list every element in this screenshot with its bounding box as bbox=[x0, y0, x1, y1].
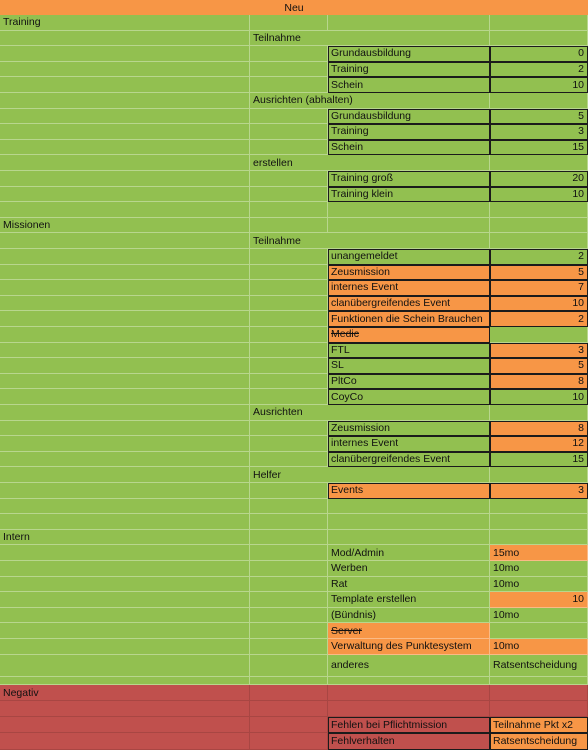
item-label[interactable]: Grundausbildung bbox=[328, 46, 490, 62]
table-row bbox=[0, 311, 588, 327]
item-label[interactable]: Medic bbox=[328, 327, 490, 343]
table-row bbox=[0, 62, 588, 78]
item-value[interactable]: 7 bbox=[490, 280, 588, 296]
item-label[interactable]: Events bbox=[328, 483, 490, 499]
item-label[interactable]: CoyCo bbox=[328, 389, 490, 405]
item-label[interactable]: Grundausbildung bbox=[328, 109, 490, 125]
item-value[interactable]: 3 bbox=[490, 124, 588, 140]
table-row bbox=[0, 343, 588, 359]
item-value[interactable]: 2 bbox=[490, 249, 588, 265]
table-row bbox=[0, 421, 588, 437]
item-label[interactable]: Werben bbox=[328, 561, 490, 577]
item-value[interactable]: 10mo bbox=[490, 561, 588, 577]
group-row bbox=[0, 155, 588, 171]
item-value[interactable]: 20 bbox=[490, 171, 588, 187]
item-label[interactable]: Zeusmission bbox=[328, 265, 490, 281]
empty-row bbox=[0, 499, 588, 515]
table-row bbox=[0, 561, 588, 577]
table-row bbox=[0, 639, 588, 655]
item-value[interactable]: Ratsentscheidung bbox=[490, 655, 588, 677]
empty-row bbox=[0, 677, 588, 685]
item-value[interactable] bbox=[490, 327, 588, 343]
item-value[interactable] bbox=[490, 623, 588, 639]
item-value[interactable]: Teilnahme Pkt x2 bbox=[490, 717, 588, 733]
table-row bbox=[0, 577, 588, 593]
table-row bbox=[0, 280, 588, 296]
item-label[interactable]: clanübergreifendes Event bbox=[328, 296, 490, 312]
group-label[interactable]: Ausrichten bbox=[250, 405, 490, 421]
empty-row bbox=[0, 514, 588, 530]
item-label[interactable]: Rat bbox=[328, 577, 490, 593]
item-value[interactable]: 5 bbox=[490, 358, 588, 374]
table-row bbox=[0, 733, 588, 750]
item-value[interactable]: 5 bbox=[490, 109, 588, 125]
table-row bbox=[0, 46, 588, 62]
item-value[interactable]: 10 bbox=[490, 187, 588, 203]
item-label[interactable]: Funktionen die Schein Brauchen bbox=[328, 311, 490, 327]
empty-row bbox=[0, 202, 588, 218]
table-row bbox=[0, 592, 588, 608]
item-value[interactable]: 10 bbox=[490, 389, 588, 405]
item-label[interactable]: Fehlen bei Pflichtmission bbox=[328, 717, 490, 733]
table-row bbox=[0, 623, 588, 639]
table-row bbox=[0, 171, 588, 187]
group-label[interactable]: Teilnahme bbox=[250, 233, 490, 249]
table-row bbox=[0, 452, 588, 468]
table-row bbox=[0, 358, 588, 374]
item-label[interactable]: Training klein bbox=[328, 187, 490, 203]
section-title[interactable]: Negativ bbox=[0, 685, 250, 701]
group-label[interactable]: Helfer bbox=[250, 467, 490, 483]
table-row bbox=[0, 374, 588, 390]
item-label[interactable]: SL bbox=[328, 358, 490, 374]
section-title[interactable]: Training bbox=[0, 15, 250, 31]
item-label[interactable]: Training groß bbox=[328, 171, 490, 187]
item-label[interactable]: FTL bbox=[328, 343, 490, 359]
header-row bbox=[0, 0, 588, 16]
item-label[interactable]: Zeusmission bbox=[328, 421, 490, 437]
item-value[interactable]: 8 bbox=[490, 421, 588, 437]
item-label[interactable]: Fehlverhalten bbox=[328, 733, 490, 750]
group-row bbox=[0, 31, 588, 47]
item-label[interactable]: (Bündnis) bbox=[328, 608, 490, 624]
group-row bbox=[0, 467, 588, 483]
item-value[interactable]: 10mo bbox=[490, 608, 588, 624]
item-value[interactable]: 10 bbox=[490, 77, 588, 93]
empty-row bbox=[0, 701, 588, 717]
item-value[interactable]: 15 bbox=[490, 140, 588, 156]
table-row bbox=[0, 140, 588, 156]
section-row-negativ bbox=[0, 685, 588, 701]
table-row bbox=[0, 296, 588, 312]
item-value[interactable]: 15mo bbox=[490, 545, 588, 561]
table-row bbox=[0, 249, 588, 265]
table-row bbox=[0, 77, 588, 93]
table-row bbox=[0, 124, 588, 140]
item-value[interactable]: 10 bbox=[490, 296, 588, 312]
item-label[interactable]: Schein bbox=[328, 77, 490, 93]
item-label[interactable]: clanübergreifendes Event bbox=[328, 452, 490, 468]
table-row bbox=[0, 608, 588, 624]
item-value[interactable]: 15 bbox=[490, 452, 588, 468]
item-label[interactable]: Training bbox=[328, 62, 490, 78]
table-row bbox=[0, 389, 588, 405]
item-label[interactable]: Schein bbox=[328, 140, 490, 156]
item-value[interactable]: 10 bbox=[490, 592, 588, 608]
table-row bbox=[0, 187, 588, 203]
item-value[interactable]: 8 bbox=[490, 374, 588, 390]
item-label[interactable]: anderes bbox=[328, 655, 490, 677]
section-row-training bbox=[0, 15, 588, 31]
item-value[interactable]: 3 bbox=[490, 483, 588, 499]
table-row bbox=[0, 717, 588, 733]
group-row bbox=[0, 233, 588, 249]
item-value[interactable]: 2 bbox=[490, 62, 588, 78]
item-label[interactable]: unangemeldet bbox=[328, 249, 490, 265]
group-label[interactable]: Ausrichten (abhalten) bbox=[250, 93, 490, 109]
item-value[interactable]: 3 bbox=[490, 343, 588, 359]
item-value[interactable]: 0 bbox=[490, 46, 588, 62]
section-row-intern bbox=[0, 530, 588, 546]
item-value[interactable]: 12 bbox=[490, 436, 588, 452]
section-title[interactable]: Intern bbox=[0, 530, 250, 546]
item-value[interactable]: 10mo bbox=[490, 577, 588, 593]
item-value[interactable]: 5 bbox=[490, 265, 588, 281]
table-row bbox=[0, 265, 588, 281]
group-label[interactable]: Teilnahme bbox=[250, 31, 490, 47]
item-label[interactable]: internes Event bbox=[328, 436, 490, 452]
item-label[interactable]: PltCo bbox=[328, 374, 490, 390]
group-row bbox=[0, 93, 588, 109]
item-label[interactable]: Template erstellen bbox=[328, 592, 490, 608]
table-row bbox=[0, 655, 588, 677]
item-label[interactable]: Server bbox=[328, 623, 490, 639]
table-row bbox=[0, 109, 588, 125]
header-title: Neu bbox=[284, 1, 304, 14]
item-value[interactable]: 10mo bbox=[490, 639, 588, 655]
item-label[interactable]: internes Event bbox=[328, 280, 490, 296]
item-label[interactable]: Verwaltung des Punktesystem bbox=[328, 639, 490, 655]
item-label[interactable]: Training bbox=[328, 124, 490, 140]
group-row bbox=[0, 405, 588, 421]
item-value[interactable]: Ratsentscheidung bbox=[490, 733, 588, 750]
section-row-missionen bbox=[0, 218, 588, 234]
table-row bbox=[0, 327, 588, 343]
item-value[interactable]: 2 bbox=[490, 311, 588, 327]
item-label[interactable]: Mod/Admin bbox=[328, 545, 490, 561]
table-row bbox=[0, 545, 588, 561]
table-row bbox=[0, 483, 588, 499]
table-row bbox=[0, 436, 588, 452]
section-title[interactable]: Missionen bbox=[0, 218, 250, 234]
group-label[interactable]: erstellen bbox=[250, 155, 490, 171]
